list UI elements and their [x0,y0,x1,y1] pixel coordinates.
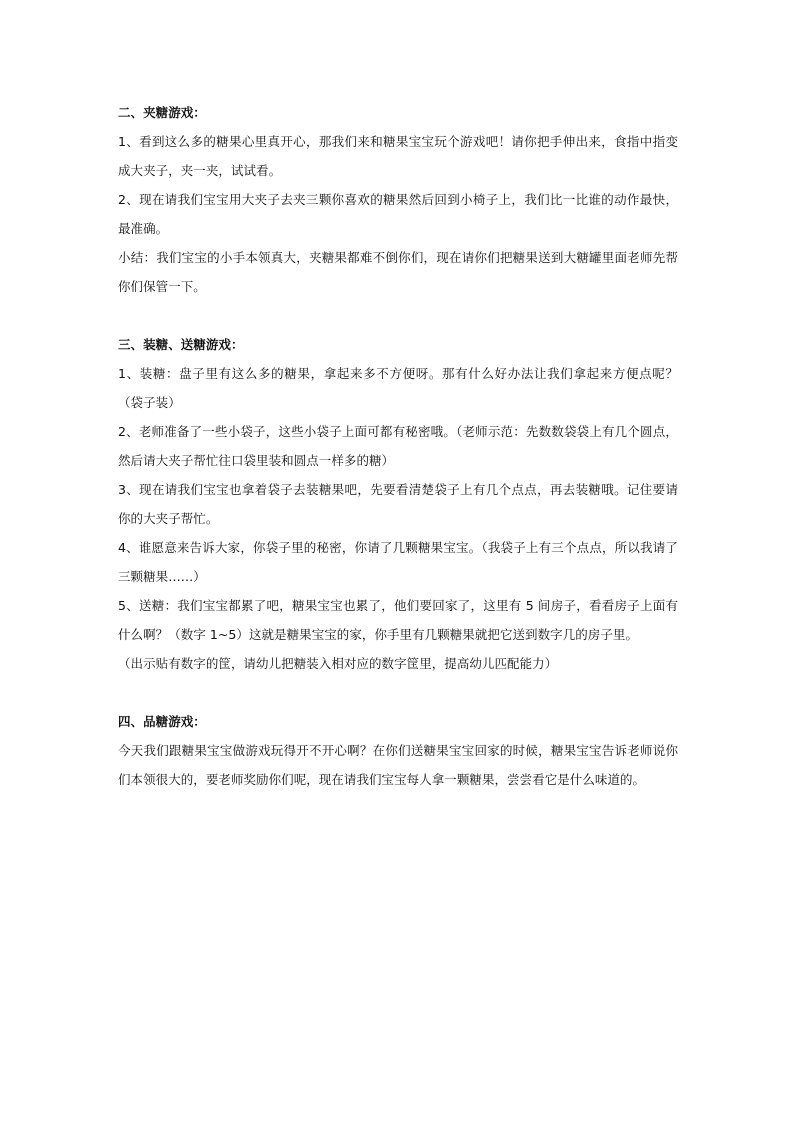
paragraph: 2、老师准备了一些小袋子，这些小袋子上面可都有秘密哦。（老师示范：先数数袋袋上有几个圆点，然后请大夹子帮忙往口袋里装和圆点一样多的糖） [118,424,678,468]
section-heading: 二、夹糖游戏： [118,105,206,120]
paragraph: 3、现在请我们宝宝也拿着袋子去装糖果吧，先要看清楚袋子上有几个点点，再去装糖哦。记住要请你的大夹子帮忙。 [118,482,678,526]
section-heading: 三、装糖、送糖游戏： [118,337,244,352]
document-page [118,98,678,823]
paragraph: （出示贴有数字的筐，请幼儿把糖装入相对应的数字筐里，提高幼儿匹配能力） [118,656,558,671]
paragraph: 小结：我们宝宝的小手本领真大，夹糖果都难不倒你们，现在请你们把糖果送到大糖罐里面老师先帮你们保管一下。 [118,250,678,294]
paragraph: 1、看到这么多的糖果心里真开心，那我们来和糖果宝宝玩个游戏吧！请你把手伸出来，食指中指变成大夹子，夹一夹，试试看。 [118,134,678,178]
paragraph: 1、装糖：盘子里有这么多的糖果，拿起来多不方便呀。那有什么好办法让我们拿起来方便点呢？（袋子装） [118,366,678,410]
paragraph: 4、谁愿意来告诉大家，你袋子里的秘密，你请了几颗糖果宝宝。（我袋子上有三个点点，所以我请了三颗糖果……） [118,540,678,584]
section-heading: 四、品糖游戏： [118,714,206,729]
paragraph: 今天我们跟糖果宝宝做游戏玩得开不开心啊？在你们送糖果宝宝回家的时候，糖果宝宝告诉老师说你们本领很大的，要老师奖励你们呢，现在请我们宝宝每人拿一颗糖果，尝尝看它是什么味道的。 [118,743,678,787]
section-candy-tasting-game [118,707,678,794]
section-candy-packing-game [118,330,678,678]
paragraph: 5、送糖：我们宝宝都累了吧，糖果宝宝也累了，他们要回家了，这里有 5 间房子，看看房子上面有什么啊？（数字 1~5）这就是糖果宝宝的家，你手里有几颗糖果就把它送到数字几的房子里。 [118,598,678,642]
section-candy-clip-game [118,98,678,301]
paragraph: 2、现在请我们宝宝用大夹子去夹三颗你喜欢的糖果然后回到小椅子上，我们比一比谁的动作最快，最准确。 [118,192,678,236]
